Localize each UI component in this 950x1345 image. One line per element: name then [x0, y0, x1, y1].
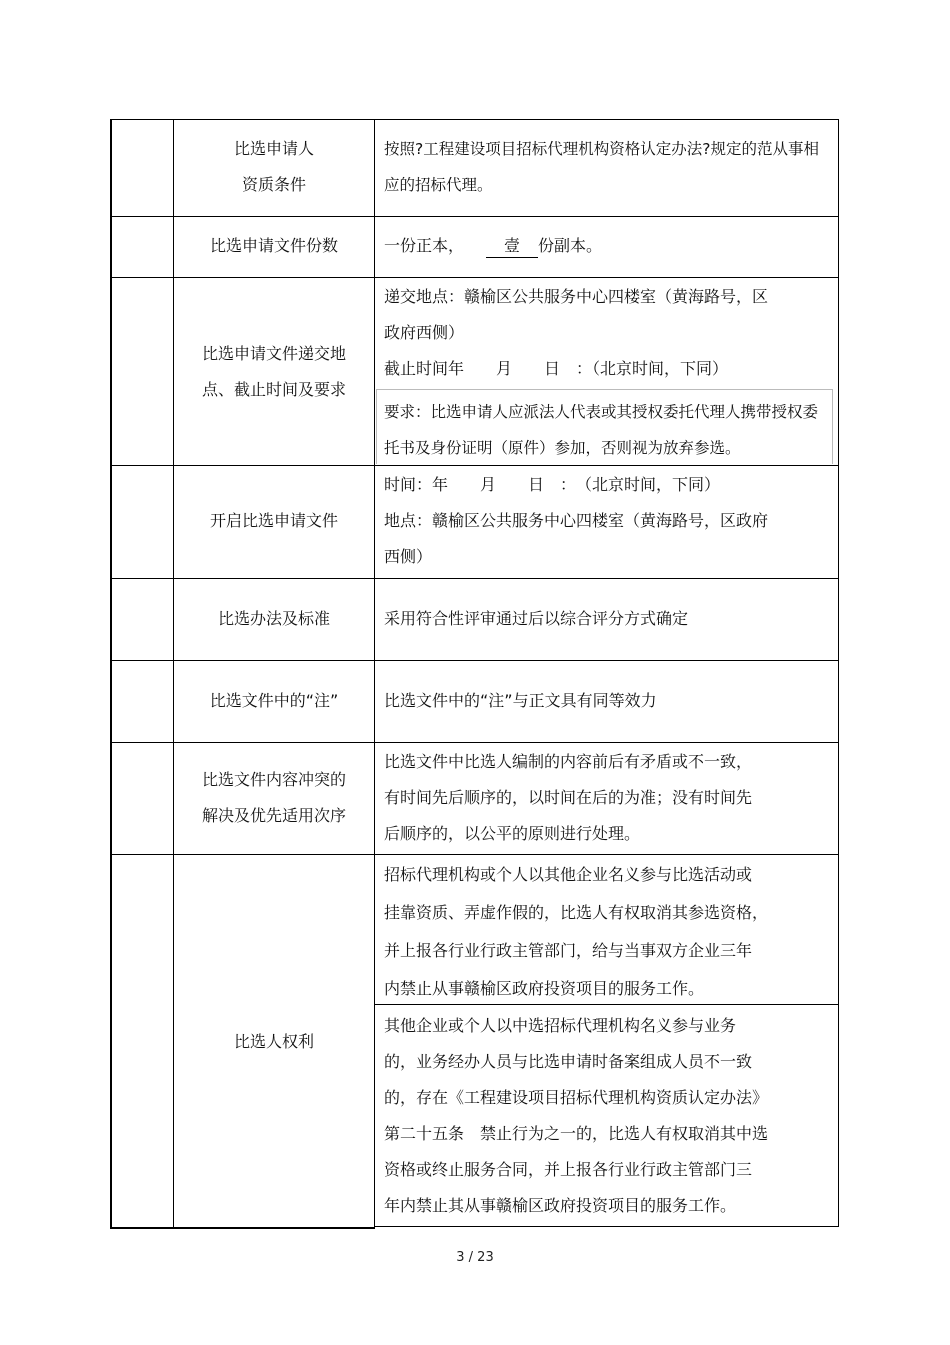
- content-line: 的，业务经办人员与比选申请时备案组成人员不一致: [384, 1052, 753, 1071]
- content-line: 应的招标代理。: [384, 176, 493, 194]
- content-opening: [384, 467, 836, 575]
- content-line: 政府西侧）: [384, 323, 465, 342]
- content-line: 采用符合性评审通过后以综合评分方式确定: [384, 609, 689, 628]
- page-number: 3 / 23: [456, 1250, 494, 1265]
- table-border-right: [838, 119, 839, 1227]
- row-line-2: [110, 277, 839, 278]
- col-divider-2: [374, 119, 375, 1229]
- content-line: 地点：赣榆区公共服务中心四楼室（黄海路号，区政府: [384, 511, 769, 530]
- label-opening: [173, 503, 375, 539]
- content-line: 比选文件中比选人编制的内容前后有矛盾或不一致，: [384, 752, 753, 771]
- content-line: 的，存在《工程建设项目招标代理机构资质认定办法》: [384, 1088, 769, 1107]
- label-line: 比选文件中的“注”: [209, 691, 339, 710]
- label-line: 解决及优先适用次序: [201, 806, 346, 825]
- table-border-left: [110, 119, 112, 1229]
- content-line: 比选文件中的“注”与正文具有同等效力: [384, 691, 657, 710]
- copies-value: 壹: [486, 235, 538, 258]
- copies-suffix: 份副本。: [538, 236, 603, 255]
- content-line: 要求：比选申请人应派法人代表或其授权委托代理人携带授权委: [384, 403, 819, 421]
- content-submission: [384, 279, 836, 387]
- row-line-top: [110, 119, 839, 120]
- label-line: 点、截止时间及要求: [201, 380, 346, 399]
- label-line: 开启比选申请文件: [209, 511, 338, 530]
- row-line-6: [110, 742, 839, 743]
- content-line: 第二十五条 禁止行为之一的，比选人有权取消其中选: [384, 1124, 769, 1143]
- content-line: 招标代理机构或个人以其他企业名义参与比选活动或: [384, 865, 753, 884]
- content-rights-b: [384, 1008, 836, 1224]
- row-line-1: [110, 216, 839, 217]
- content-rights-a: [384, 856, 836, 1008]
- row-line-4: [110, 578, 839, 579]
- label-line: 比选办法及标准: [217, 609, 330, 628]
- content-line: 时间：年 月 日 ： （北京时间，下同）: [384, 475, 721, 494]
- label-line: 比选申请人: [233, 139, 314, 158]
- content-copies: [384, 228, 836, 264]
- content-conflict: [384, 744, 836, 852]
- content-line: 托书及身份证明（原件）参加，否则视为放弃参选。: [384, 439, 741, 457]
- content-line: 挂靠资质、弄虚作假的，比选人有权取消其参选资格，: [384, 903, 769, 922]
- label-rights: [173, 1024, 375, 1060]
- label-line: 比选文件内容冲突的: [201, 770, 346, 789]
- label-method: [173, 601, 375, 637]
- content-method: [384, 601, 836, 637]
- label-line: 比选申请文件递交地: [201, 344, 346, 363]
- label-copies: [173, 228, 375, 264]
- content-qualification: [384, 131, 836, 203]
- col-divider-1: [173, 119, 174, 1229]
- content-line: 递交地点：赣榆区公共服务中心四楼室（黄海路号，区: [384, 287, 769, 306]
- content-line: 截止时间年 月 日 ：（北京时间，下同）: [384, 359, 729, 378]
- row-line-7: [110, 854, 839, 855]
- label-conflict: [173, 762, 375, 834]
- row-line-bottom-right: [374, 1226, 839, 1227]
- label-line: 比选人权利: [233, 1032, 314, 1051]
- content-line: 内禁止从事赣榆区政府投资项目的服务工作。: [384, 979, 705, 998]
- content-line: 西侧）: [384, 547, 433, 566]
- content-line: 资格或终止服务合同，并上报各行业行政主管部门三: [384, 1160, 753, 1179]
- content-line: 后顺序的，以公平的原则进行处理。: [384, 824, 641, 843]
- label-line: 资质条件: [241, 175, 306, 194]
- content-line: 按照?工程建设项目招标代理机构资格认定办法?规定的范从事相: [384, 140, 819, 158]
- row-line-5: [110, 660, 839, 661]
- content-line: 有时间先后顺序的，以时间在后的为准；没有时间先: [384, 788, 753, 807]
- label-line: 比选申请文件份数: [209, 236, 338, 255]
- label-qualification: [173, 131, 375, 203]
- row-line-bottom-left: [110, 1227, 375, 1229]
- content-line: 其他企业或个人以中选招标代理机构名义参与业务: [384, 1016, 737, 1035]
- copies-prefix: 一份正本，: [384, 236, 465, 255]
- content-line: 年内禁止其从事赣榆区政府投资项目的服务工作。: [384, 1196, 737, 1215]
- label-submission: [173, 336, 375, 408]
- content-notes: [384, 683, 836, 719]
- content-requirement: [384, 394, 836, 466]
- label-notes: [173, 683, 375, 719]
- content-line: 并上报各行业行政主管部门，给与当事双方企业三年: [384, 941, 753, 960]
